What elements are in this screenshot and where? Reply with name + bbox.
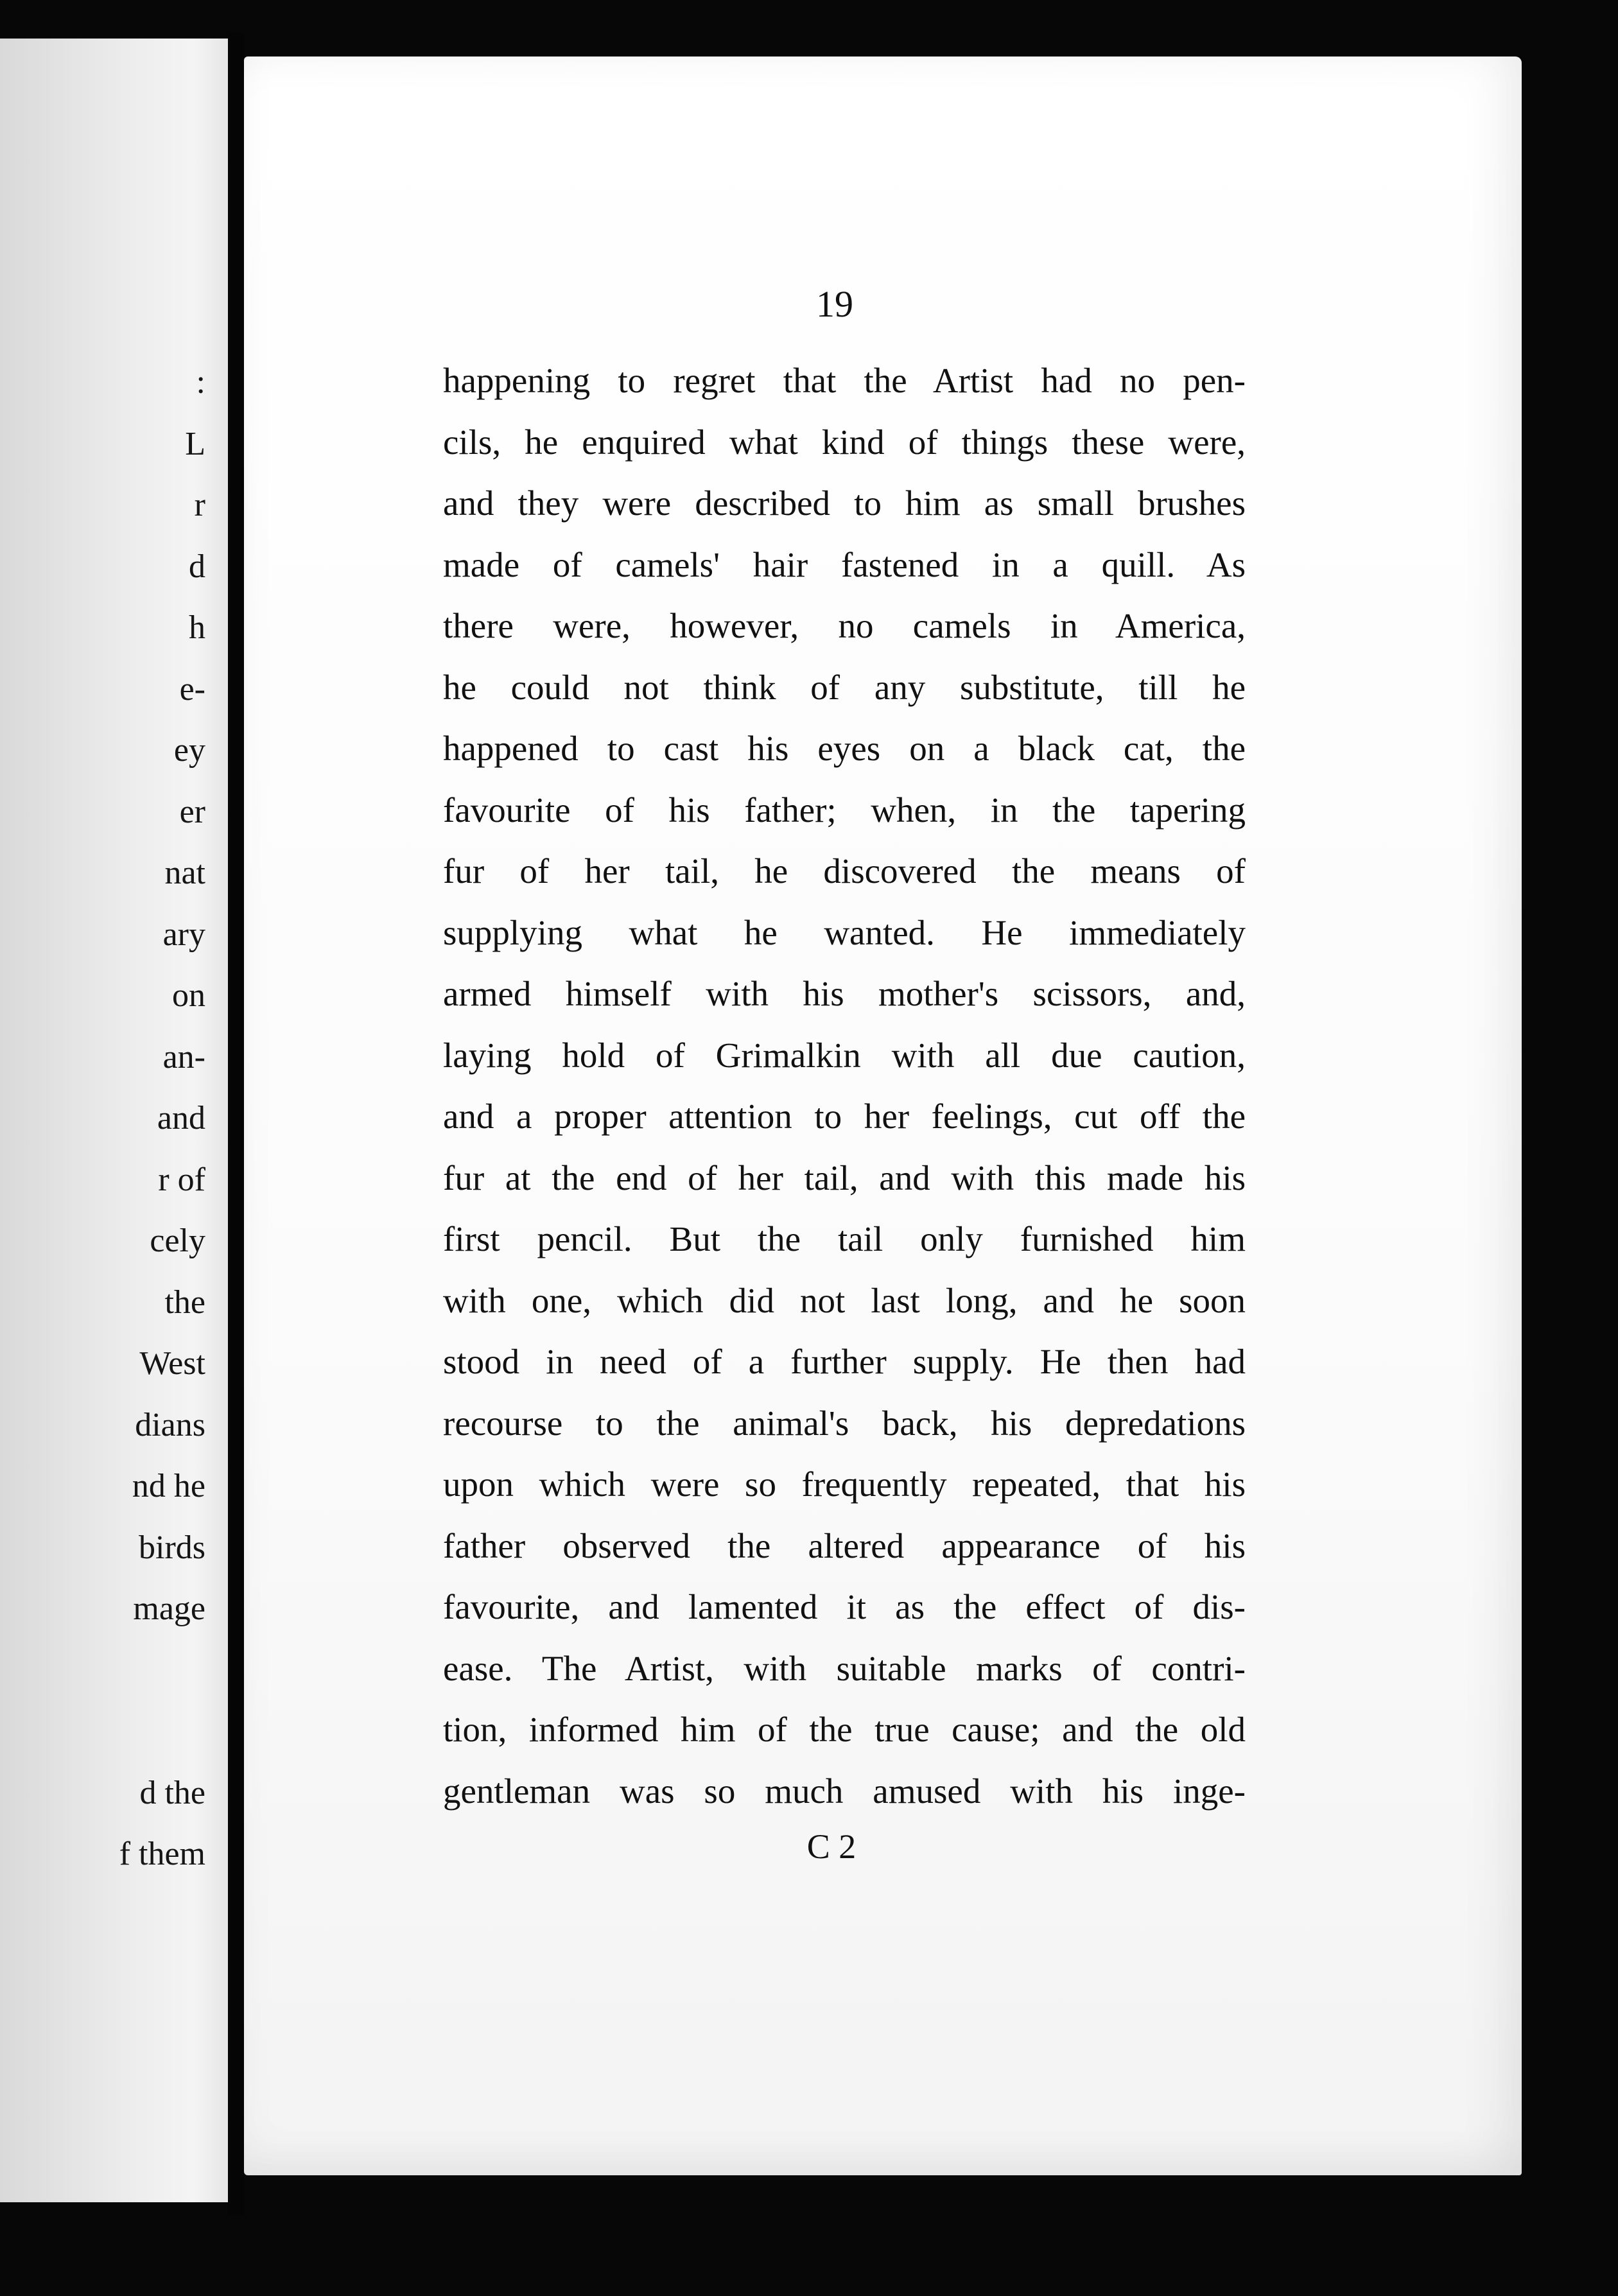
left-page-fragment: West (139, 1345, 205, 1382)
left-page-fragment: : (196, 364, 205, 401)
text-line: cils, he enquired what kind of things these were, (443, 422, 1246, 462)
book-gutter (228, 32, 244, 2215)
left-page-fragment: birds (139, 1529, 205, 1566)
text-line: happening to regret that the Artist had no pen- (443, 361, 1246, 400)
left-page-fragment: r of (158, 1161, 205, 1198)
signature-mark: C 2 (806, 1827, 857, 1866)
text-line: father observed the altered appearance of his (443, 1526, 1246, 1565)
text-line: stood in need of a further supply. He then had (443, 1342, 1246, 1381)
left-page-fragment: dians (135, 1406, 205, 1443)
text-line: gentleman was so much amused with his inge- (443, 1771, 1246, 1811)
left-page-fragment: nat (164, 855, 205, 891)
left-page-fragment: and (157, 1100, 205, 1136)
text-line: with one, which did not last long, and he soon (443, 1280, 1246, 1320)
page-number: 19 (816, 283, 853, 325)
left-page-fragment: f them (119, 1836, 205, 1872)
left-page-fragment: er (179, 793, 205, 830)
text-line: tion, informed him of the true cause; and the old (443, 1710, 1246, 1749)
left-page (0, 39, 228, 2202)
left-page-fragment: L (185, 425, 205, 462)
left-page-fragment: on (172, 977, 205, 1014)
left-page-fragment: ey (173, 732, 205, 769)
text-line: fur at the end of her tail, and with this made his (443, 1158, 1246, 1197)
left-page-fragment: cely (150, 1222, 205, 1259)
left-page-fragment: an- (162, 1038, 205, 1075)
text-line: and they were described to him as small brushes (443, 483, 1246, 523)
left-page-fragment: the (164, 1283, 205, 1321)
text-line: happened to cast his eyes on a black cat, the (443, 729, 1246, 768)
left-page-fragment: h (189, 609, 205, 646)
left-page-fragment: d the (139, 1774, 205, 1811)
text-line: upon which were so frequently repeated, that his (443, 1465, 1246, 1504)
text-line: favourite, and lamented it as the effect of dis- (443, 1587, 1246, 1626)
left-page-text (0, 39, 205, 2202)
text-line: made of camels' hair fastened in a quill. As (443, 544, 1246, 584)
left-page-fragment: r (194, 487, 205, 523)
left-page-fragment: nd he (132, 1468, 205, 1504)
text-line: first pencil. But the tail only furnished him (443, 1219, 1246, 1258)
text-line: recourse to the animal's back, his depredations (443, 1403, 1246, 1443)
left-page-fragment: d (189, 548, 205, 585)
text-line: favourite of his father; when, in the tapering (443, 790, 1246, 830)
left-page-fragment: ary (162, 916, 205, 953)
page-body (443, 350, 1246, 1822)
text-line: laying hold of Grimalkin with all due caution, (443, 1035, 1246, 1075)
text-line: ease. The Artist, with suitable marks of contri- (443, 1648, 1246, 1688)
text-line: fur of her tail, he discovered the means of (443, 851, 1246, 891)
text-line: supplying what he wanted. He immediately (443, 912, 1246, 952)
text-line: there were, however, no camels in America, (443, 606, 1246, 645)
left-page-fragment: mage (133, 1590, 205, 1627)
left-page-fragment: e- (179, 670, 205, 708)
text-line: he could not think of any substitute, till he (443, 667, 1246, 707)
text-line: armed himself with his mother's scissors, and, (443, 974, 1246, 1013)
text-line: and a proper attention to her feelings, cut off the (443, 1097, 1246, 1136)
